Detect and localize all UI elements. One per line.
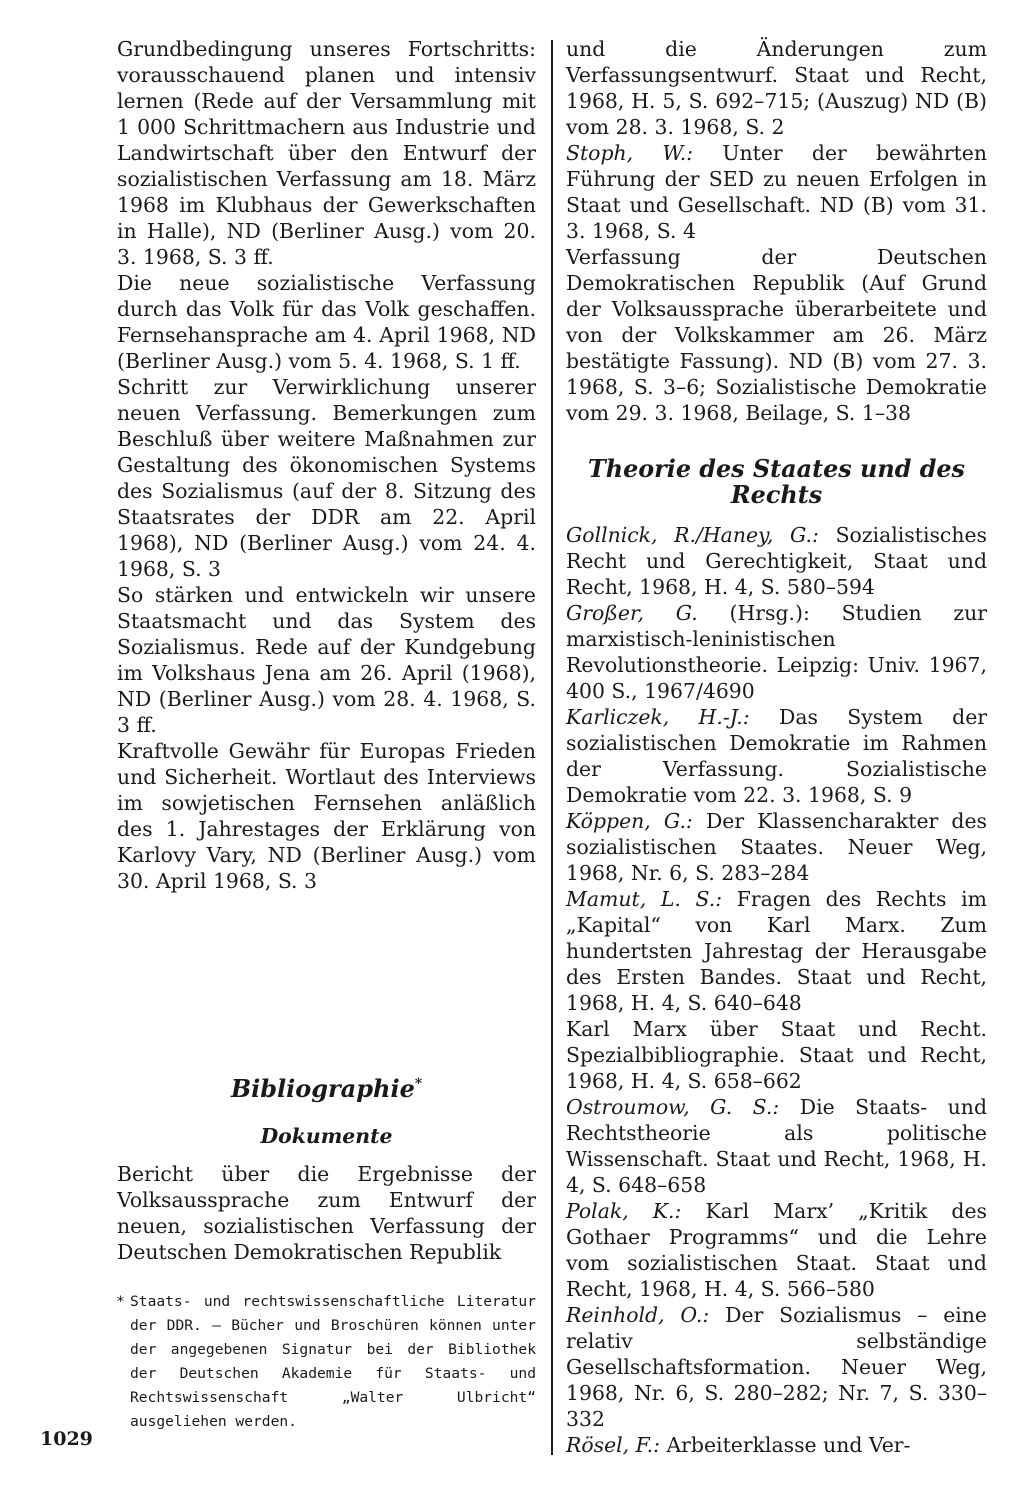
bib-entry: Gollnick, R./Haney, G.: Sozialistisches Recht und Gerechtigkeit, Staat und Recht, 1968, H. 4, S. 580–594 — [566, 523, 988, 599]
section-heading-theorie: Theorie des Staates und des Rechts — [587, 455, 965, 509]
bib-entry: Schritt zur Verwirklichung unserer neuen Verfassung. Bemerkungen zum Beschluß über weitere Maßnahmen zur Gestaltung des ökonomischen Systems des Sozialismus (auf der 8. Sitzung des Staatsrates der DDR am 22. April 1968), ND (Berliner Ausg.) vom 24. 4. 1968, S. 3 — [117, 375, 536, 581]
bibliography-section — [117, 1068, 536, 1265]
bib-entry: und die Änderungen zum Verfassungsentwurf. Staat und Recht, 1968, H. 5, S. 692–715; (Auszug) ND (B) vom 28. 3. 1968, S. 2 — [566, 37, 987, 139]
left-column — [117, 36, 536, 894]
bib-entry: Verfassung der Deutschen Demokratischen Republik (Auf Grund der Volksaussprache überarbeitete und von der Volkskammer am 26. März bestätigte Fassung). ND (B) vom 27. 3. 1968, S. 3–6; Sozialistische Demokratie vom 29. 3. 1968, Beilage, S. 1–38 — [566, 245, 987, 425]
bib-entry: Bericht über die Ergebnisse der Volksaussprache zum Entwurf der neuen, sozialistischen Verfassung der Deutschen Demokratischen Republik — [117, 1162, 536, 1264]
bibliography-title: Bibliographie* — [230, 1074, 423, 1103]
bib-entry: So stärken und entwickeln wir unsere Staatsmacht und das System des Sozialismus. Rede auf der Kundgebung im Volkshaus Jena am 26. April (1968), ND (Berliner Ausg.) vom 28. 4. 1968, S. 3 ff. — [117, 583, 536, 737]
bib-entry: Großer, G. (Hrsg.): Studien zur marxistisch-leninistischen Revolutionstheorie. Leipzig: Univ. 1967, 400 S., 1967/4690 — [566, 601, 988, 703]
bib-entry: Mamut, L. S.: Fragen des Rechts im „Kapital“ von Karl Marx. Zum hundertsten Jahrestag der Herausgabe des Ersten Bandes. Staat und Recht, 1968, H. 4, S. 640–648 — [566, 887, 988, 1015]
documents-heading: Dokumente — [260, 1124, 393, 1148]
bib-entry: Reinhold, O.: Der Sozialismus – eine relativ selbständige Gesellschaftsformation. Neuer Weg, 1968, Nr. 6, S. 280–282; Nr. 7, S. 330–332 — [566, 1303, 987, 1431]
bib-entry: Köppen, G.: Der Klassencharakter des sozialistischen Staates. Neuer Weg, 1968, Nr. 6, S. 283–284 — [566, 809, 987, 885]
bib-entry: Grundbedingung unseres Fortschritts: vorausschauend planen und intensiv lernen (Rede auf der Versammlung mit 1 000 Schrittmachern aus Industrie und Landwirtschaft über den Entwurf der sozialistischen Verfassung am 18. März 1968 im Klubhaus der Gewerkschaften in Halle), ND (Berliner Ausg.) vom 20. 3. 1968, S. 3 ff. — [117, 37, 536, 269]
bib-entry: Karl Marx über Staat und Recht. Spezialbibliographie. Staat und Recht, 1968, H. 4, S. 658–662 — [566, 1017, 987, 1093]
bib-entry: Die neue sozialistische Verfassung durch das Volk für das Volk geschaffen. Fernsehansprache am 4. April 1968, ND (Berliner Ausg.) vom 5. 4. 1968, S. 1 ff. — [117, 271, 536, 373]
right-column — [566, 36, 987, 1458]
bib-entry: Kraftvolle Gewähr für Europas Frieden und Sicherheit. Wortlaut des Interviews im sowjetischen Fernsehen anläßlich des 1. Jahrestages der Erklärung von Karlovy Vary, ND (Berliner Ausg.) vom 30. April 1968, S. 3 — [117, 739, 536, 893]
bib-entry: Ostroumow, G. S.: Die Staats- und Rechtstheorie als politische Wissenschaft. Staat und Recht, 1968, H. 4, S. 648–658 — [566, 1095, 987, 1197]
bib-entry: Polak, K.: Karl Marx’ „Kritik des Gothaer Programms“ und die Lehre vom sozialistischen Staat. Staat und Recht, 1968, H. 4, S. 566–580 — [566, 1199, 987, 1301]
footnote: * Staats- und rechtswissenschaftliche Literatur der DDR. – Bücher und Broschüren können unter der angegebenen Signatur bei der Bibliothek der Deutschen Akademie für Staats- und Rechtswissenschaft „Walter Ulbricht“ ausgeliehen werden. — [116, 1293, 536, 1430]
bib-entry: Karliczek, H.-J.: Das System der sozialistischen Demokratie im Rahmen der Verfassung. Sozialistische Demokratie vom 22. 3. 1968, S. 9 — [566, 705, 988, 807]
bib-entry: Stoph, W.: Unter der bewährten Führung der SED zu neuen Erfolgen in Staat und Gesellschaft. ND (B) vom 31. 3. 1968, S. 4 — [566, 141, 987, 243]
bib-entry: Rösel, F.: Arbeiterklasse und Ver- — [566, 1433, 911, 1457]
column-divider — [551, 40, 553, 1455]
page-number: 1029 — [40, 1428, 93, 1450]
